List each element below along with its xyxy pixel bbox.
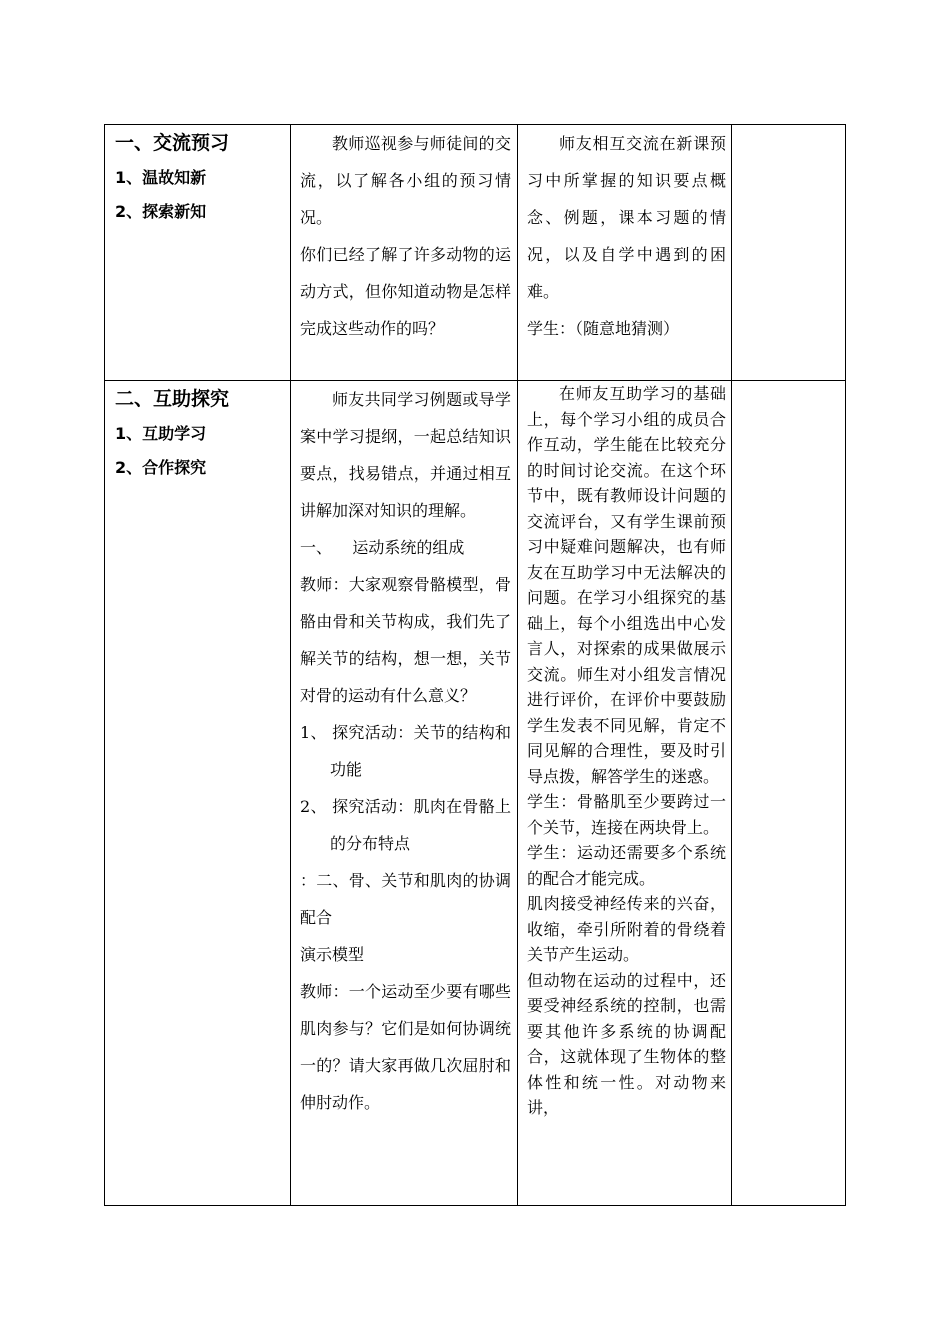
stage-step: 1、温故知新 [115, 168, 207, 187]
stage-cell [105, 125, 291, 381]
student-paragraph: 肌肉接受神经传来的兴奋，收缩，牵引所附着的骨绕着关节产生运动。 [527, 894, 726, 964]
table-row [105, 381, 846, 1206]
table-row [105, 125, 846, 381]
lesson-plan-table [104, 124, 846, 1206]
activity-item: 1、 探究活动：关节的结构和功能 [300, 723, 511, 779]
stage-cell [105, 381, 291, 1206]
student-paragraph: 但动物在运动的过程中，还要受神经系统的控制，也需要其他许多系统的协调配合，这就体现了生物体的整体性和统一性。对动物来讲， [527, 970, 726, 1117]
teacher-activity-cell [291, 125, 518, 381]
notes-cell [732, 125, 846, 381]
student-paragraph: 学生：运动还需要多个系统的配合才能完成。 [527, 843, 726, 888]
activity-item: 2、 探究活动：肌肉在骨骼上的分布特点 [300, 797, 511, 853]
teacher-paragraph: 教师：大家观察骨骼模型，骨骼由骨和关节构成，我们先了解关节的结构，想一想，关节对骨的运动有什么意义？ [300, 575, 511, 705]
teacher-paragraph: 演示模型 [300, 945, 365, 964]
notes-cell [732, 381, 846, 1206]
student-activity-cell [518, 125, 732, 381]
student-paragraph: 学生：骨骼肌至少要跨过一个关节，连接在两块骨上。 [527, 792, 726, 837]
student-paragraph: 学生：（随意地猜测） [527, 319, 680, 338]
stage-step: 1、互助学习 [115, 424, 207, 443]
student-activity-cell [518, 381, 732, 1206]
teacher-activity-cell [291, 381, 518, 1206]
section-heading: ：二、骨、关节和肌肉的协调配合 [300, 871, 511, 927]
stage-step: 2、探索新知 [115, 202, 207, 221]
teacher-paragraph: 师友共同学习例题或导学案中学习提纲，一起总结知识要点，找易错点，并通过相互讲解加深对知识的理解。 [300, 390, 511, 520]
student-paragraph: 师友相互交流在新课预习中所掌握的知识要点概念、例题，课本习题的情况，以及自学中遇到的困难。 [527, 134, 726, 301]
student-paragraph: 在师友互助学习的基础上，每个学习小组的成员合作互动，学生能在比较充分的时间讨论交流。在这个环节中，既有教师设计问题的交流评台，又有学生课前预习中疑难问题解决，也有师友在互助学习中无法解决的问题。在学习小组探究的基础上，每个小组选出中心发言人，对探索的成果做展示交流。师生对小组发言情况进行评价，在评价中要鼓励学生发表不同见解，肯定不同见解的合理性，要及时引导点拨，解答学生的迷惑。 [527, 384, 726, 786]
section-heading: 一、 运动系统的组成 [300, 538, 465, 557]
stage-step: 2、合作探究 [115, 458, 207, 477]
teacher-paragraph: 教师巡视参与师徒间的交流，以了解各小组的预习情况。 [300, 134, 511, 227]
teacher-paragraph: 教师：一个运动至少要有哪些肌肉参与？它们是如何协调统一的？请大家再做几次屈肘和伸肘动作。 [300, 982, 511, 1112]
stage-title: 二、互助探究 [115, 388, 230, 410]
stage-title: 一、交流预习 [115, 132, 230, 154]
teacher-paragraph: 你们已经了解了许多动物的运动方式，但你知道动物是怎样完成这些动作的吗？ [300, 245, 511, 338]
